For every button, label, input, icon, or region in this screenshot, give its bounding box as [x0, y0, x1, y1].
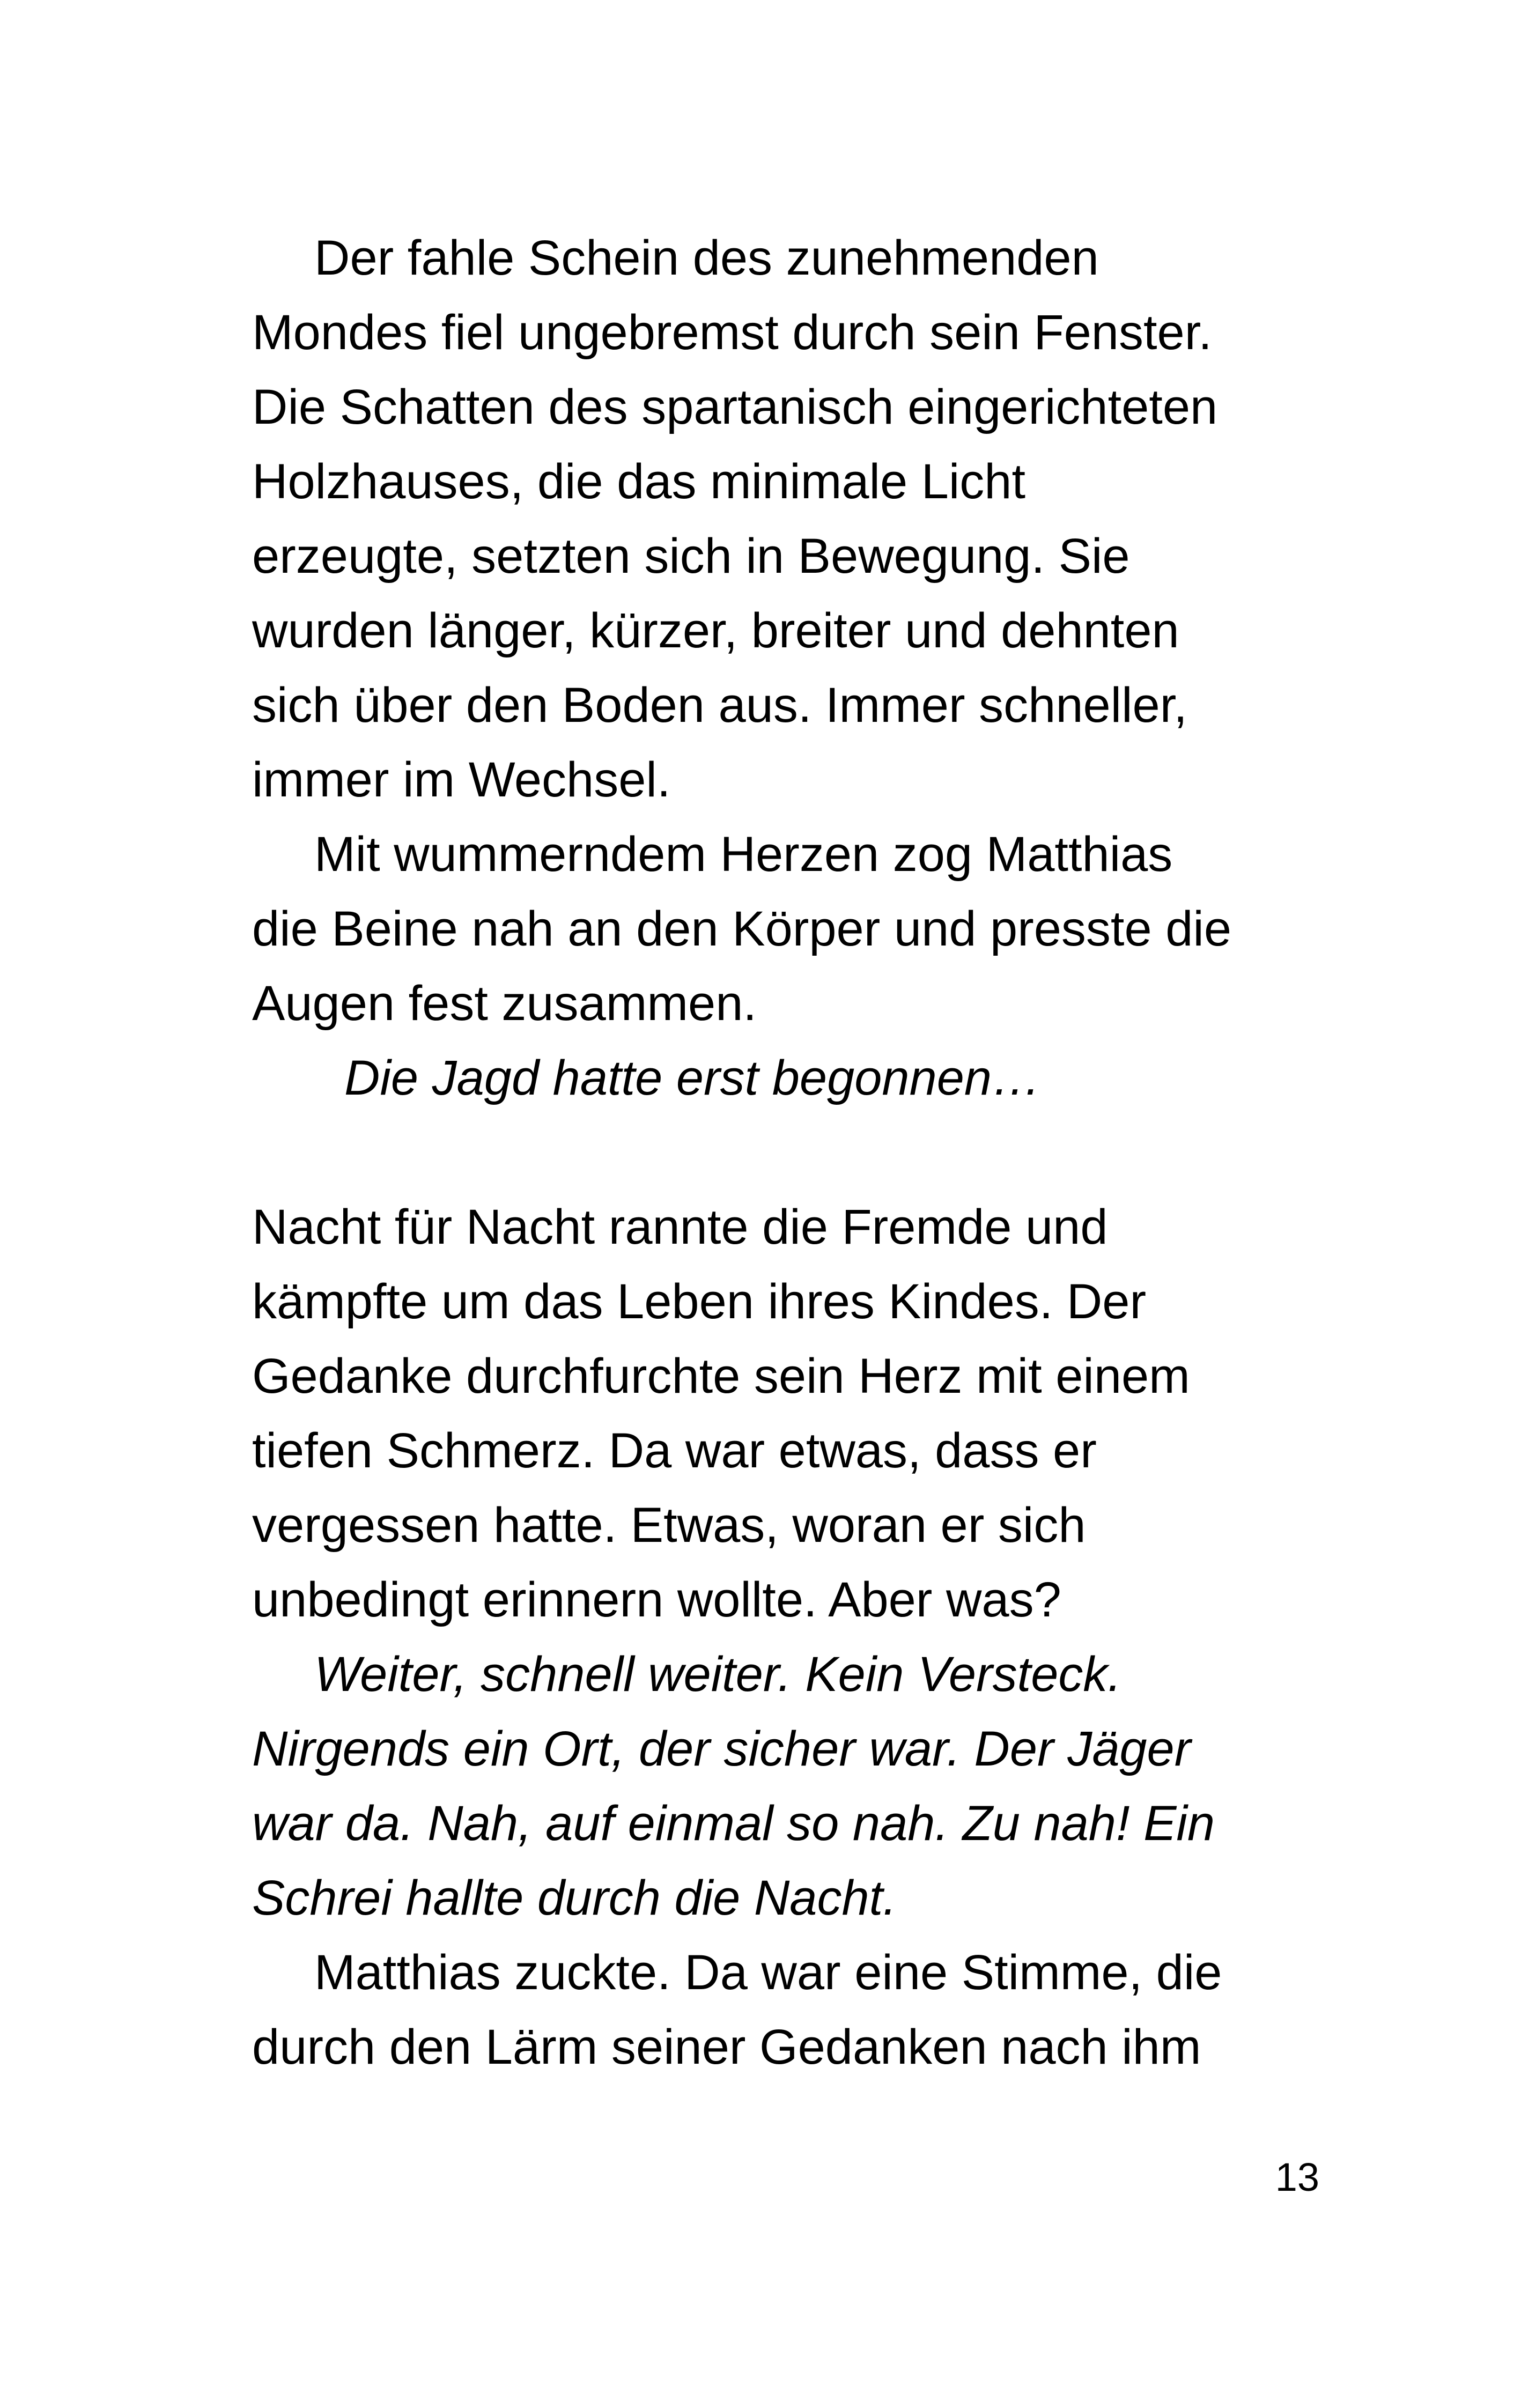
text-line: Matthias zuckte. Da war eine Stimme, die — [314, 1945, 1222, 2000]
text-line: Die Schatten des spartanisch eingerichteten — [252, 380, 1218, 434]
text-line: tiefen Schmerz. Da war etwas, dass er — [252, 1423, 1097, 1478]
text-line: Mit wummerndem Herzen zog Matthias — [314, 827, 1173, 882]
text-line: durch den Lärm seiner Gedanken nach ihm — [252, 2020, 1201, 2074]
text-line: Nacht für Nacht rannte die Fremde und — [252, 1200, 1108, 1254]
text-line-italic: Schrei hallte durch die Nacht. — [252, 1871, 897, 1925]
text-line: kämpfte um das Leben ihres Kindes. Der — [252, 1274, 1147, 1329]
text-line: Augen fest zusammen. — [252, 976, 757, 1031]
body-text — [252, 221, 1378, 2085]
text-line-italic: Die Jagd hatte erst begonnen… — [344, 1051, 1042, 1105]
text-line: Mondes fiel ungebremst durch sein Fenster. — [252, 305, 1212, 360]
text-line-italic: Nirgends ein Ort, der sicher war. Der Jäger — [252, 1722, 1191, 1776]
text-line-italic: Weiter, schnell weiter. Kein Versteck. — [314, 1647, 1121, 1702]
text-line: unbedingt erinnern wollte. Aber was? — [252, 1572, 1061, 1627]
text-line: die Beine nah an den Körper und presste die — [252, 902, 1231, 956]
text-line: erzeugte, setzten sich in Bewegung. Sie — [252, 529, 1130, 583]
text-line: immer im Wechsel. — [252, 752, 671, 807]
text-line: Gedanke durchfurchte sein Herz mit einem — [252, 1349, 1190, 1404]
blank-line — [252, 1116, 1378, 1190]
page-number: 13 — [1275, 2155, 1319, 2199]
text-line: wurden länger, kürzer, breiter und dehnten — [252, 603, 1179, 658]
text-line: Holzhauses, die das minimale Licht — [252, 454, 1026, 509]
text-line: vergessen hatte. Etwas, woran er sich — [252, 1498, 1086, 1553]
text-line: sich über den Boden aus. Immer schneller, — [252, 678, 1187, 733]
text-line-italic: war da. Nah, auf einmal so nah. Zu nah! Ein — [252, 1796, 1215, 1851]
text-line: Der fahle Schein des zunehmenden — [314, 231, 1099, 285]
